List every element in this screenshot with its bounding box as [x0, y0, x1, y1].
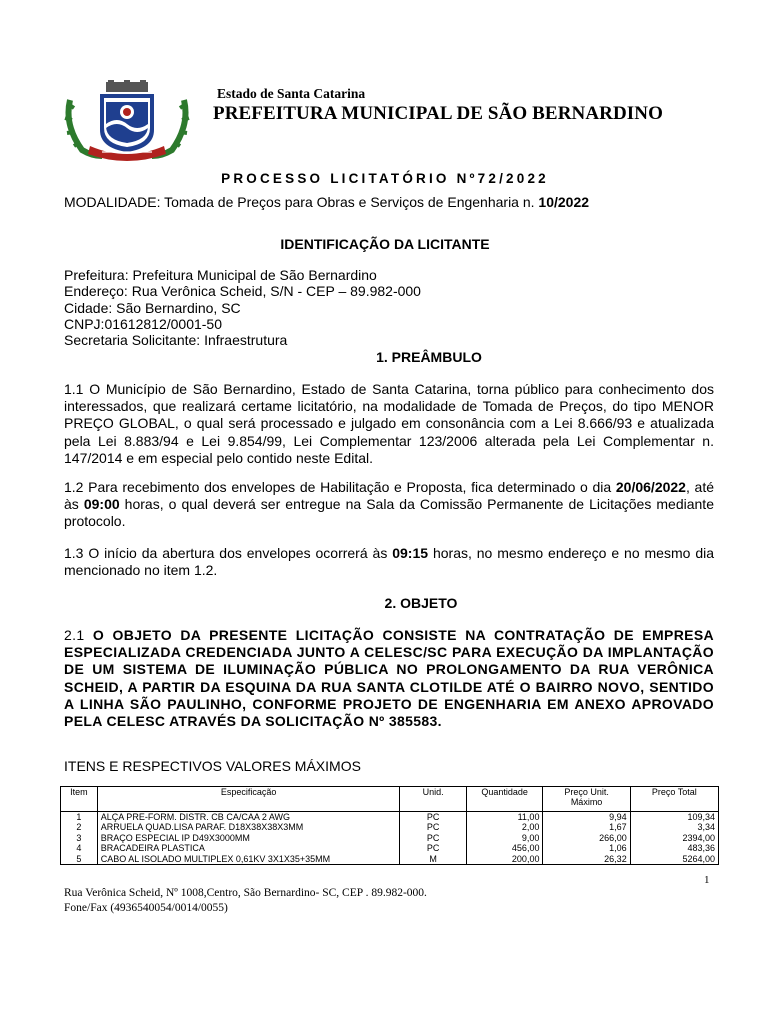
cell-unid: PC	[400, 822, 466, 832]
cell-total: 483,36	[630, 843, 718, 853]
cell-item: 5	[61, 854, 98, 865]
table-row	[61, 812, 719, 823]
col-unit-price-header	[543, 787, 630, 812]
cell-qty: 2,00	[466, 822, 543, 832]
cell-unit-price: 266,00	[543, 833, 630, 843]
cell-spec: BRAÇO ESPECIAL IP D49X3000MM	[97, 833, 400, 843]
p21-lead: 2.1	[64, 627, 93, 643]
info-line-prefecture: Prefeitura: Prefeitura Municipal de São Bernardino	[64, 267, 377, 283]
cell-qty: 456,00	[466, 843, 543, 853]
col-spec-header: Especificação	[97, 787, 400, 812]
cell-unit-price: 1,67	[543, 822, 630, 832]
cell-qty: 11,00	[466, 812, 543, 823]
paragraph-1-2	[64, 479, 714, 531]
p21-text: O OBJETO DA PRESENTE LICITAÇÃO CONSISTE NA CONTRATAÇÃO DE EMPRESA ESPECIALIZADA CREDENCIADA JUNTO A CELESC/SC PARA EXECUÇÃO DA IMPLANTAÇÃO DE UM SISTEMA DE ILUMINAÇÃO PÚBLICA NO PROLONGAMENTO DA RUA VERÔNICA SCHEID, A PARTIR DA ESQUINA DA RUA SANTA CLOTILDE ATÉ O BAIRRO NOVO, SENTIDO A LINHA SÃO PAULINHO, CONFORME PROJETO DE ENGENHARIA EM ANEXO APROVADO PELA CELESC ATRAVÉS DA SOLICITAÇÃO Nº 385583.	[64, 627, 714, 730]
info-line-address: Endereço: Rua Verônica Scheid, S/N - CEP – 89.982-000	[64, 283, 421, 300]
footer	[64, 886, 427, 916]
cell-item: 2	[61, 822, 98, 832]
info-line-secretariat: Secretaria Solicitante: Infraestrutura	[64, 332, 288, 349]
paragraph-1-3	[64, 545, 714, 579]
p12-text-a: 1.2 Para recebimento dos envelopes de Habilitação e Proposta, fica determinado o dia	[64, 479, 616, 495]
cell-total: 3,34	[630, 822, 718, 832]
items-title: ITENS E RESPECTIVOS VALORES MÁXIMOS	[64, 758, 361, 774]
p12-date: 20/06/2022	[615, 479, 686, 495]
p13-time: 09:15	[392, 545, 429, 561]
col-total-header: Preço Total	[630, 787, 718, 812]
p12-text-b: , até às	[64, 479, 714, 513]
cell-total: 109,34	[630, 812, 718, 823]
col-unid-header: Unid.	[400, 787, 466, 812]
table-row	[61, 854, 719, 865]
footer-phone: Fone/Fax (4936540054/0014/0055)	[64, 902, 228, 914]
modality-number: 10/2022	[538, 194, 590, 210]
cell-unit-price: 26,32	[543, 854, 630, 865]
table-header-row	[61, 787, 719, 812]
cell-qty: 9,00	[466, 833, 543, 843]
prefecture-title: PREFEITURA MUNICIPAL DE SÃO BERNARDINO	[213, 103, 663, 124]
cell-item: 4	[61, 843, 98, 853]
cell-total: 5264,00	[630, 854, 718, 865]
cell-item: 3	[61, 833, 98, 843]
p12-text-c: horas, o qual deverá ser entregue na Sala da Comissão Permanente de Licitações mediante protocolo.	[64, 496, 714, 530]
identification-block	[64, 267, 421, 348]
identification-heading: IDENTIFICAÇÃO DA LICITANTE	[280, 236, 490, 252]
cell-spec: ALÇA PRE-FORM. DISTR. CB CA/CAA 2 AWG	[97, 812, 400, 823]
col-qty-header: Quantidade	[466, 787, 543, 812]
cell-unit-price: 1,06	[543, 843, 630, 853]
process-title: PROCESSO LICITATÓRIO Nº72/2022	[221, 171, 549, 186]
p13-text-a: 1.3 O início da abertura dos envelopes ocorrerá às	[64, 545, 393, 561]
footer-address: Rua Verônica Scheid, Nº 1008,Centro, São Bernardino- SC, CEP . 89.982-000.	[64, 887, 427, 899]
municipal-coat-of-arms-logo	[62, 80, 192, 162]
cell-item: 1	[61, 812, 98, 823]
state-name: Estado de Santa Catarina	[217, 86, 366, 101]
info-line-city: Cidade: São Bernardino, SC	[64, 299, 241, 316]
p13-text-b: horas, no mesmo endereço e no mesmo dia mencionado no item 1.2.	[64, 545, 714, 579]
modality-text: MODALIDADE: Tomada de Preços para Obras e Serviços de Engenharia n.	[64, 194, 539, 210]
cell-spec: CABO AL ISOLADO MULTIPLEX 0,61KV 3X1X35+35MM	[97, 854, 400, 865]
table-row	[61, 833, 719, 843]
paragraph-2-1	[64, 627, 714, 730]
cell-spec: BRACADEIRA PLASTICA	[97, 843, 400, 853]
table-row	[61, 822, 719, 832]
paragraph-1-1: 1.1 O Município de São Bernardino, Estado de Santa Catarina, torna público para conhecimento dos interessados, que realizará certame licitatório, na modalidade de Tomada de Preços, do tipo MENOR PREÇO GLOBAL, o qual será processado e julgado em consonância com a Lei 8.666/93 e atualizada pela Lei 8.883/94 e Lei 9.854/99, Lei Complementar 123/2006 alterada pela Lei Complementar n. 147/2014 e em especial pelo contido neste Edital.	[64, 381, 714, 466]
items-table	[60, 786, 719, 865]
unit-price-header-line2: Máximo	[570, 797, 603, 808]
col-item-header: Item	[61, 787, 98, 812]
cell-total: 2394,00	[630, 833, 718, 843]
cell-unit-price: 9,94	[543, 812, 630, 823]
p12-time: 09:00	[83, 496, 120, 513]
cell-spec: ARRUELA QUAD.LISA PARAF. D18X38X38X3MM	[97, 822, 400, 832]
preamble-heading: 1. PREÂMBULO	[376, 349, 482, 365]
cell-unid: M	[400, 854, 466, 865]
cell-unid: PC	[400, 843, 466, 853]
info-line-cnpj: CNPJ:01612812/0001-50	[64, 315, 223, 332]
cell-unid: PC	[400, 812, 466, 823]
object-heading: 2. OBJETO	[384, 595, 458, 611]
cell-qty: 200,00	[466, 854, 543, 865]
modality-line	[64, 194, 589, 210]
table-row	[61, 843, 719, 853]
cell-unid: PC	[400, 833, 466, 843]
page-number: 1	[704, 874, 710, 886]
unit-price-header-line1: Preço Unit.	[564, 787, 609, 797]
